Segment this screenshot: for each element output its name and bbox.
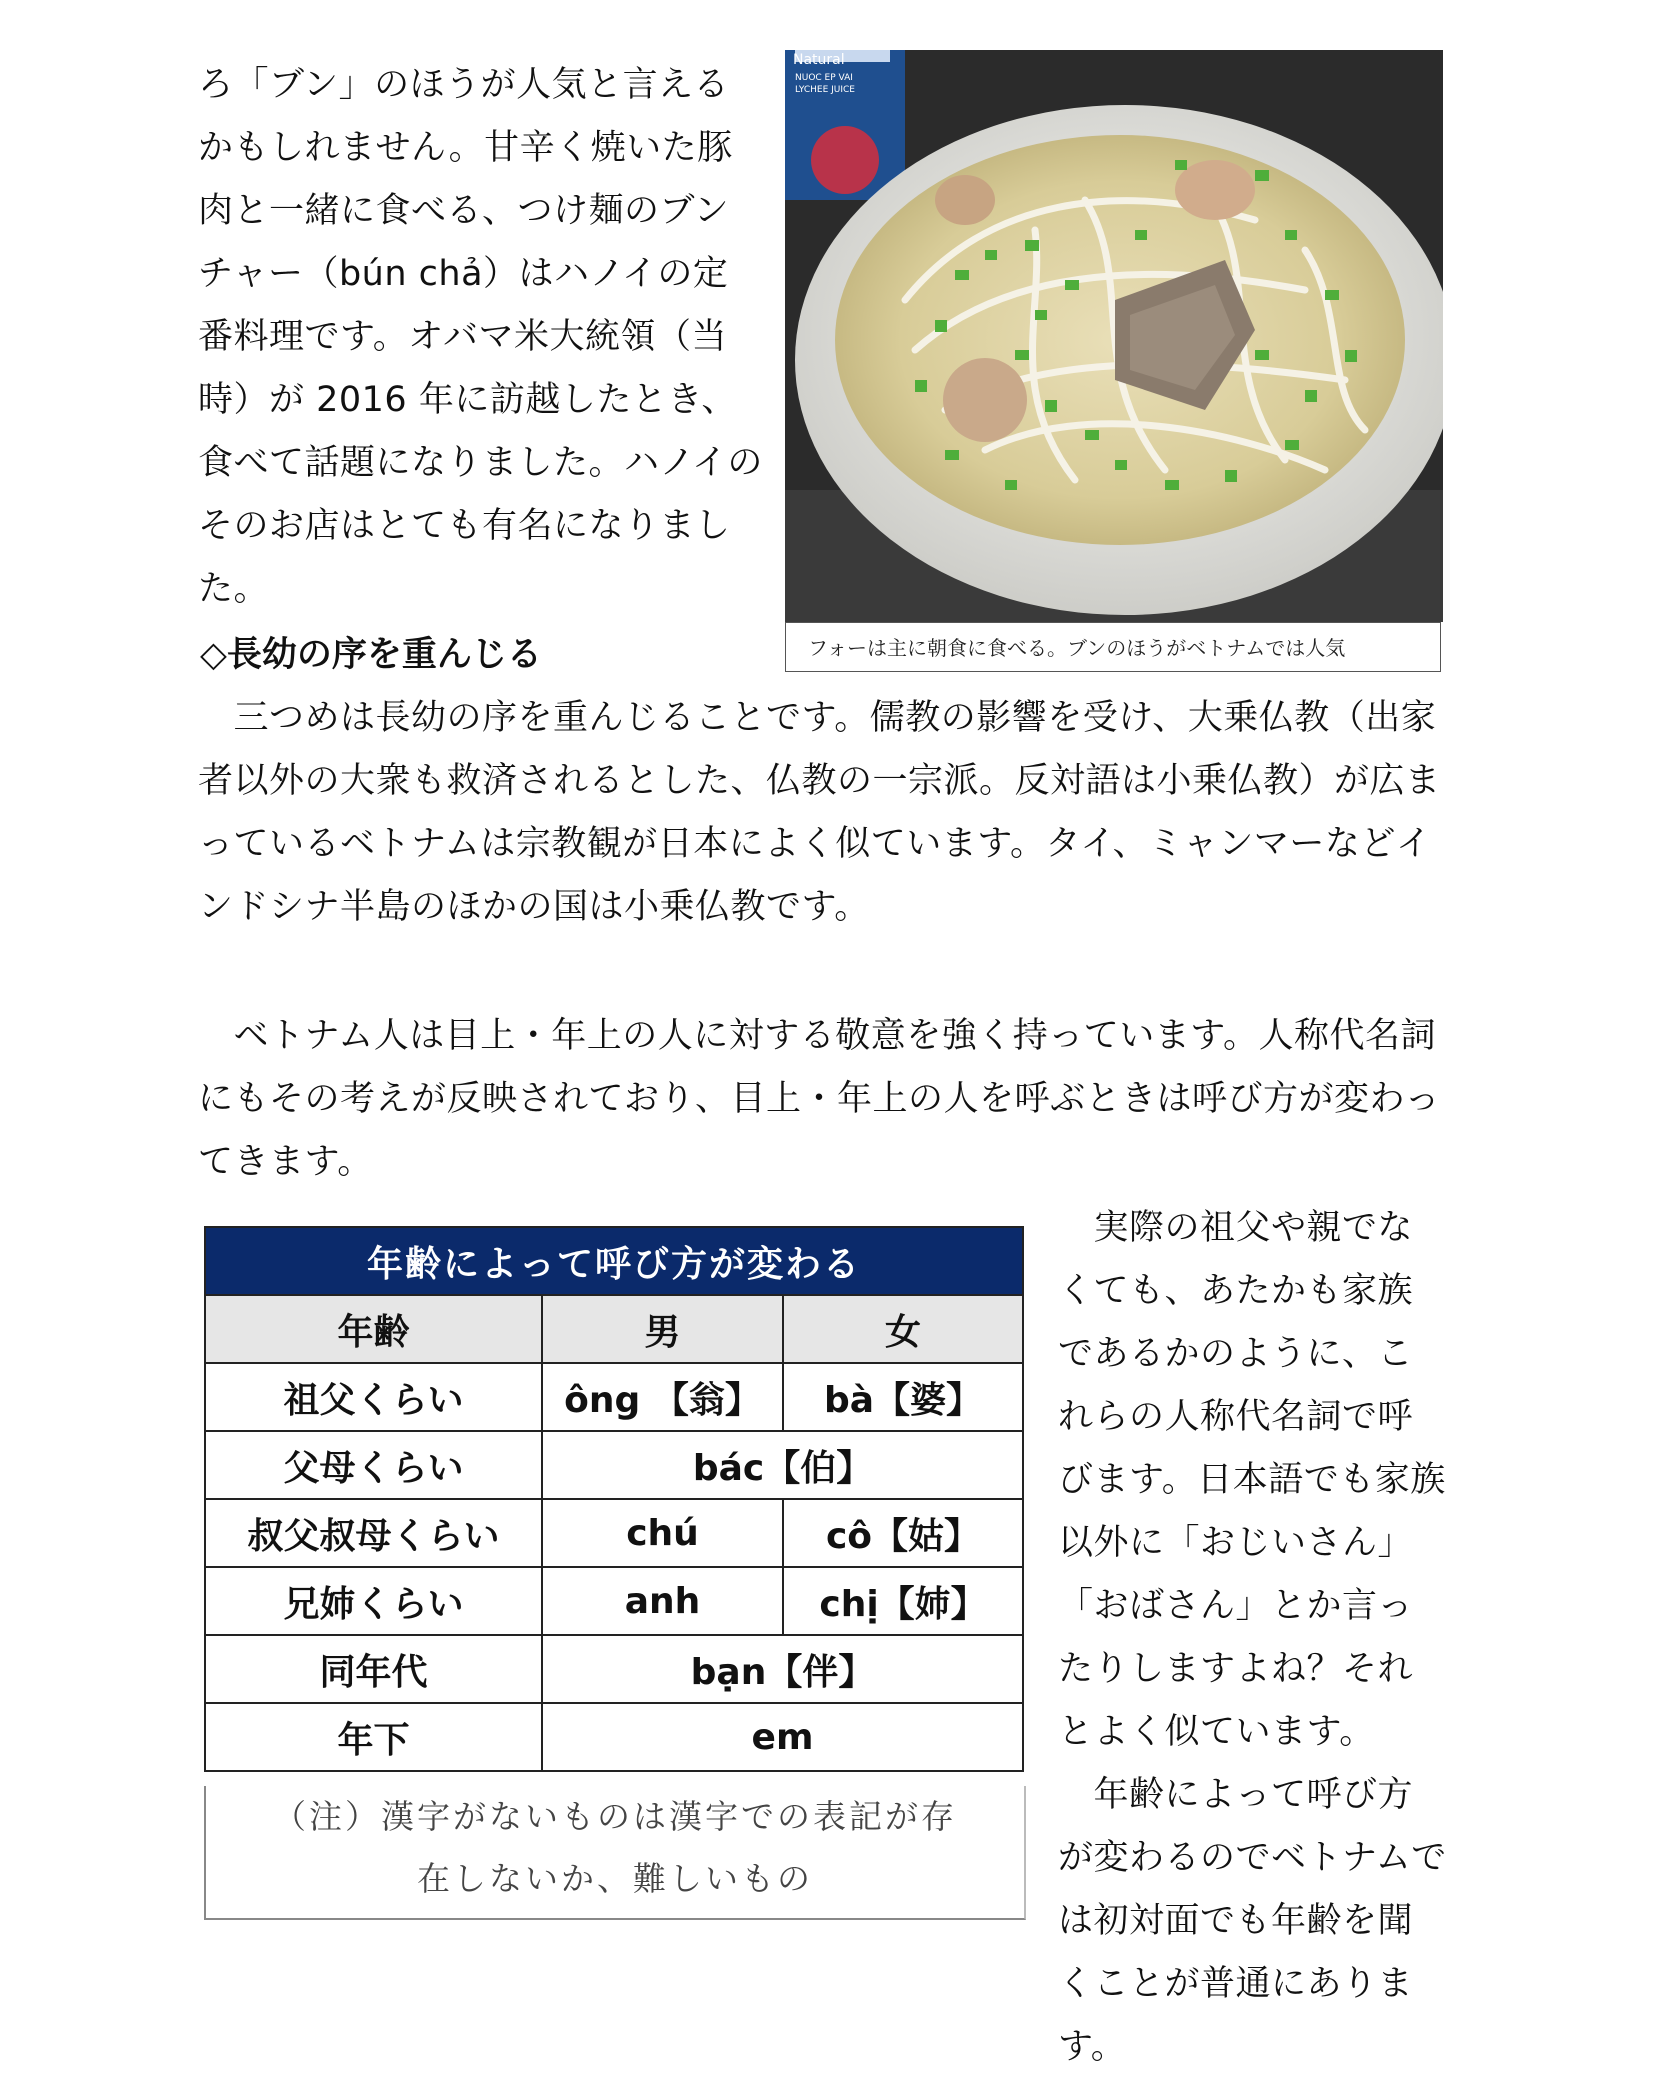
- row-female: chị【姉】: [783, 1567, 1023, 1635]
- row-age: 兄姉くらい: [205, 1567, 542, 1635]
- photo-caption: フォーは主に朝食に食べる。ブンのほうがベトナムでは人気: [785, 622, 1441, 672]
- table-row: [205, 1499, 1023, 1567]
- pho-bowl-photo: [785, 50, 1443, 622]
- row-both: bác【伯】: [542, 1431, 1023, 1499]
- section-heading: ◇長幼の序を重んじる: [200, 635, 542, 675]
- row-both: em: [542, 1703, 1023, 1771]
- table-note-line-2: 在しないか、難しいもの: [417, 1859, 813, 1898]
- row-age: 同年代: [205, 1635, 542, 1703]
- header-male: 男: [542, 1295, 783, 1363]
- paragraph-2: ベトナム人は目上・年上の人に対する敬意を強く持っています。人称代名詞にもその考えが反映されており、目上・年上の人を呼ぶときは呼び方が変わってきます。: [198, 1016, 1441, 1182]
- table-row: [205, 1431, 1023, 1499]
- row-age: 父母くらい: [205, 1431, 542, 1499]
- table-row: [205, 1635, 1023, 1703]
- side-paragraphs: [1058, 1197, 1448, 2079]
- can-label-2: NUOC EP VAI: [795, 73, 853, 83]
- row-age: 叔父叔母くらい: [205, 1499, 542, 1567]
- table-row: [205, 1703, 1023, 1771]
- side-paragraph-1: 実際の祖父や親でなくても、あたかも家族であるかのように、これらの人称代名詞で呼びます。日本語でも家族以外に「おじいさん」「おばさん」とか言ったりしますよね？それとよく似ています。: [1058, 1208, 1446, 1752]
- can-label-3: LYCHEE JUICE: [795, 85, 855, 95]
- table-title: 年齢によって呼び方が変わる: [205, 1227, 1023, 1295]
- row-male: ông 【翁】: [542, 1363, 783, 1431]
- table-row: [205, 1363, 1023, 1431]
- row-male: chú: [542, 1499, 783, 1567]
- row-male: anh: [542, 1567, 783, 1635]
- pronoun-table: [204, 1226, 1022, 1772]
- header-age: 年齢: [205, 1295, 542, 1363]
- row-female: bà【婆】: [783, 1363, 1023, 1431]
- header-female: 女: [783, 1295, 1023, 1363]
- table-note-line-1: （注）漢字がないものは漢字での表記が存: [273, 1797, 957, 1836]
- row-age: 祖父くらい: [205, 1363, 542, 1431]
- can-label-1: Natural: [793, 52, 845, 68]
- side-paragraph-2: 年齢によって呼び方が変わるのでベトナムでは初対面でも年齢を聞くことが普通にあります。: [1058, 1775, 1447, 2067]
- table-row: [205, 1567, 1023, 1635]
- top-paragraph: ろ「ブン」のほうが人気と言えるかもしれません。甘辛く焼いた豚肉と一緒に食べる、つけ麺のブンチャー（bún chả）はハノイの定番料理です。オバマ米大統領（当時）が 2016 年に訪越したとき、食べて話題になりました。ハノイのそのお店はとても有名になりました。: [198, 65, 763, 609]
- row-age: 年下: [205, 1703, 542, 1771]
- row-female: cô【姑】: [783, 1499, 1023, 1567]
- paragraph-1: 三つめは長幼の序を重んじることです。儒教の影響を受け、大乗仏教（出家者以外の大衆も救済されるとした、仏教の一宗派。反対語は小乗仏教）が広まっているベトナムは宗教観が日本によく似ています。タイ、ミャンマーなどインドシナ半島のほかの国は小乗仏教です。: [198, 698, 1441, 927]
- row-both: bạn【伴】: [542, 1635, 1023, 1703]
- table-note: [204, 1786, 1026, 1920]
